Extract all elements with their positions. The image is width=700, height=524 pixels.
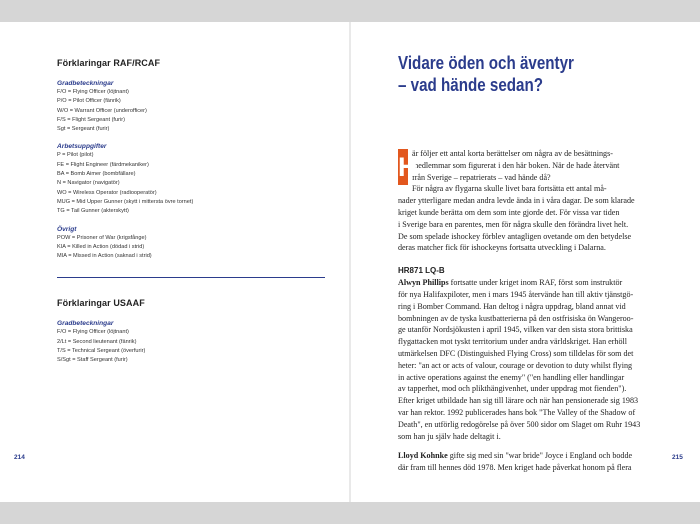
text-line: ge utanför Nordsjökusten i april 1945, vilken var den sista stora brittiska [398,325,633,335]
raf-heading: Förklaringar RAF/RCAF [57,58,161,68]
glossary-entry: S/Sgt = Staff Sergeant (furir) [57,357,128,364]
phillips-paragraph [398,277,660,442]
glossary-entry: POW = Prisoner of War (krigsfånge) [57,234,147,241]
right-page [398,52,660,474]
glossary-entry: MUG = Mid Upper Gunner (skytt i mittersta övre tornet) [57,198,194,205]
text-line: utmärkelsen DFC (Distinguished Flying Cross) som tilldelas för som det [398,348,634,358]
text-line: deras matcher fick för ishockeyns fortsatta utveckling i Dalarna. [398,243,606,253]
usaaf-heading: Förklaringar USAAF [57,298,145,309]
text-line: var han rektor. 1992 publicerades hans bok "The Valley of the Shadow of [398,407,636,417]
glossary-entry: WO = Wireless Operator (radiooperatör) [57,189,157,196]
text-line: är följer ett antal korta berättelser om några av de besättnings- [412,149,613,158]
left-page-number: 214 [14,454,25,461]
drop-cap: H [398,149,408,185]
glossary-section [57,320,327,365]
glossary-entry: N = Navigator (navigatör) [57,180,120,187]
glossary-entry: Sgt = Sergeant (furir) [57,126,110,133]
chapter-title-line1: Vidare öden och äventyr [398,52,574,73]
text-line: heter: "an act or acts of valour, courage or devotion to duty whilst flying [398,360,633,370]
text-line: Efter kriget utbildade han sig till lärare och när han pensionerade sig 1983 [398,396,639,406]
glossary-entry: W/O = Warrant Officer (underofficer) [57,107,147,114]
text-line: från Sverige – repatrierats – vad hände då? [412,172,551,182]
paragraph-first-line: gifte sig med sin "war bride" Joyce i England och bodde [447,451,633,461]
section-divider [57,277,325,278]
glossary-entry: 2/Lt = Second lieutenant (fänrik) [57,338,137,345]
text-line: Death", en utförlig redogörelse på över 500 sidor om Slaget om Ruhr 1943 [398,419,641,429]
glossary-entry: TG = Tail Gunner (akterskytt) [57,208,129,215]
glossary-section-title: Arbetsuppgifter [57,143,107,151]
paragraph-first-line: fortsatte under kriget inom RAF, först som instruktör [448,278,623,288]
glossary-section [57,226,327,262]
text-line: i Sverige bara en parentes, men för några skulle den förändra livet helt. [398,219,629,229]
glossary-entry: F/O = Flying Officer (löjtnant) [57,89,129,95]
glossary-section [57,80,327,134]
glossary-entry: P/O = Pilot Officer (fänrik) [57,98,121,105]
glossary-entry: F/O = Flying Officer (löjtnant) [57,329,129,336]
text-line: medlemmar som figurerat i den här boken. När de hade återvänt [412,160,620,170]
usaaf-glossary [57,320,327,365]
text-line: för nya Halifaxpiloter, men i mars 1945 återvände han till aktiv tjänstgö- [398,289,634,299]
glossary-entry: T/S = Technical Sergeant (överfurir) [57,348,146,355]
glossary-entry: BA = Bomb Aimer (bombfällare) [57,171,136,178]
book-spread [0,22,700,502]
glossary-entry: F/S = Flight Sergeant (furir) [57,116,125,123]
text-line: av tapperhet, mod och plikthängivenhet, under uppdrag mot fienden"). [398,384,627,394]
text-line: De som spelade ishockey förblev antagligen ovetande om den betydelse [398,231,632,241]
text-line: där fram till hennes död 1978. Men kriget hade påverkat honom på flera [398,463,632,473]
glossary-section-title: Gradbeteckningar [57,320,114,328]
glossary-section [57,143,327,216]
text-line: ring i Bomber Command. Han deltog i några uppdrag, bland annat vid [398,301,626,311]
chapter-title-line2: – vad hände sedan? [398,74,544,95]
glossary-section-title: Gradbeteckningar [57,80,114,87]
right-page-number: 215 [672,454,683,461]
text-line: som han ju själv hade deltagit i. [398,431,501,441]
glossary-entry: MIA = Missed in Action (saknad i strid) [57,253,152,260]
text-line: in active operations against the enemy" ("en handling eller handlingar [398,372,625,382]
text-line: flygattacken mot tyskt territorium under andra världskriget. Han erhöll [398,337,628,347]
glossary-entry: P = Pilot (pilot) [57,152,94,159]
person-name-phillips: Alwyn Phillips [398,278,449,288]
kohnke-paragraph [398,450,660,474]
glossary-entry: KIA = Killed in Action (dödad i strid) [57,243,145,250]
aircraft-subhead: HR871 LQ-B [398,266,445,276]
page-gutter [349,22,351,502]
text-line: kriget kunde berätta om dem som inte gjorde det. För vissa var tiden [398,207,620,217]
raf-glossary [57,80,327,261]
glossary-entry: FE = Flight Engineer (färdmekaniker) [57,161,149,168]
person-name-kohnke: Lloyd Kohnke [398,451,448,461]
intro-paragraph [398,148,660,254]
text-line: nader ytterligare medan andra levde ända in i våra dagar. De som klarade [398,196,635,206]
text-line: För några av flygarna skulle livet bara fortsätta ett antal må- [412,184,607,194]
text-line: bombningen av de tyska kustbatterierna på den ostfrisiska ön Wangeroo- [398,313,634,323]
left-page [57,58,327,375]
glossary-section-title: Övrigt [57,225,77,233]
